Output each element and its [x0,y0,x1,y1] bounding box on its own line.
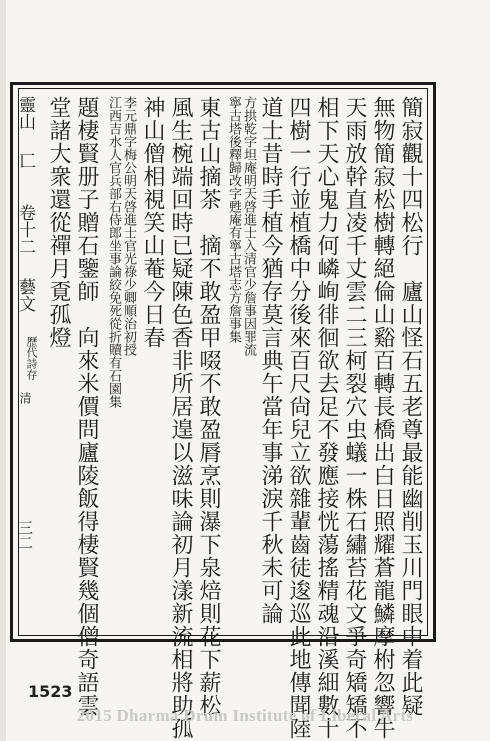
margin-section: 藝文 [15,278,35,312]
margin-ornament: 匸 [15,152,35,169]
margin-column [12,92,38,632]
author-note-1-line-b: 寧古塔後釋歸改字甦庵有寧古塔志方詹事集 [226,96,241,343]
author-note-1-line-a: 方拱乾字坦庵明天啓進士入清官少詹事因罪流 [241,96,256,356]
text-column-1-title: 簡寂觀十四松行 廬山怪石五老尊最能幽削玉川門眼中着此疑 [398,96,423,717]
text-column-14: 題棲賢册子贈石鑒師 向來米價問廬陵飯得棲賢幾個僧奇語雲 [74,96,99,717]
text-column-10: 風生椀端回時已疑陳色香非所居遑以滋味論初月漾新流相將助孤 [168,96,193,740]
page-number: 1523 [28,682,73,701]
margin-juan: 卷十二 [15,204,35,255]
text-column-4: 相下天心鬼力何嶙峋徘徊欲去足不發應接恍蕩搖精魂沿溪細數十 [314,96,339,740]
margin-book-title: 靈山 [15,96,35,130]
margin-subsection: 歷代詩存 [25,336,38,380]
text-column-15: 堂諸大衆還從禪月覔孤燈 [46,96,71,349]
page-spine-shadow [0,0,6,741]
text-column-3: 天雨放幹直凌千丈雲二三柯裂穴虫蟻一株石繡苔花文爭奇矯矯不 [342,96,367,740]
text-column-5: 四樹一行並植橋中分後來百尺尙兒立欲雜輩齒徒逡巡此地傳聞陸 [286,96,311,740]
watermark: 2015 Dharma Drum Institute of Liberal Arts [76,706,414,725]
author-note-2-line-a: 李元鼎字梅公明天啓進士官光祿少卿順治初授 [121,96,136,356]
text-column-11: 神山僧相視笑山菴今日春 [140,96,165,349]
author-note-1 [226,96,256,636]
author-note-2-line-b: 江西吉水人官兵部右侍郎坐事論絞免死從折贖有石園集 [106,96,121,408]
text-column-6: 道士昔時手植今猶存莫言典午當年事涕淚千秋未可論 [258,96,283,625]
text-column-2: 無物簡寂松樹轉絕倫山谿百轉長橋出白日照耀蒼龍鱗摩柎忽響牛 [370,96,395,740]
margin-author-mark: 清 [18,392,32,404]
text-column-9: 東古山摘茶 摘不敢盈甲啜不敢盈脣烹則瀑下泉焙則花下薪松 [196,96,221,717]
margin-leaf-number: 三二 [16,520,34,550]
author-note-2 [106,96,136,636]
